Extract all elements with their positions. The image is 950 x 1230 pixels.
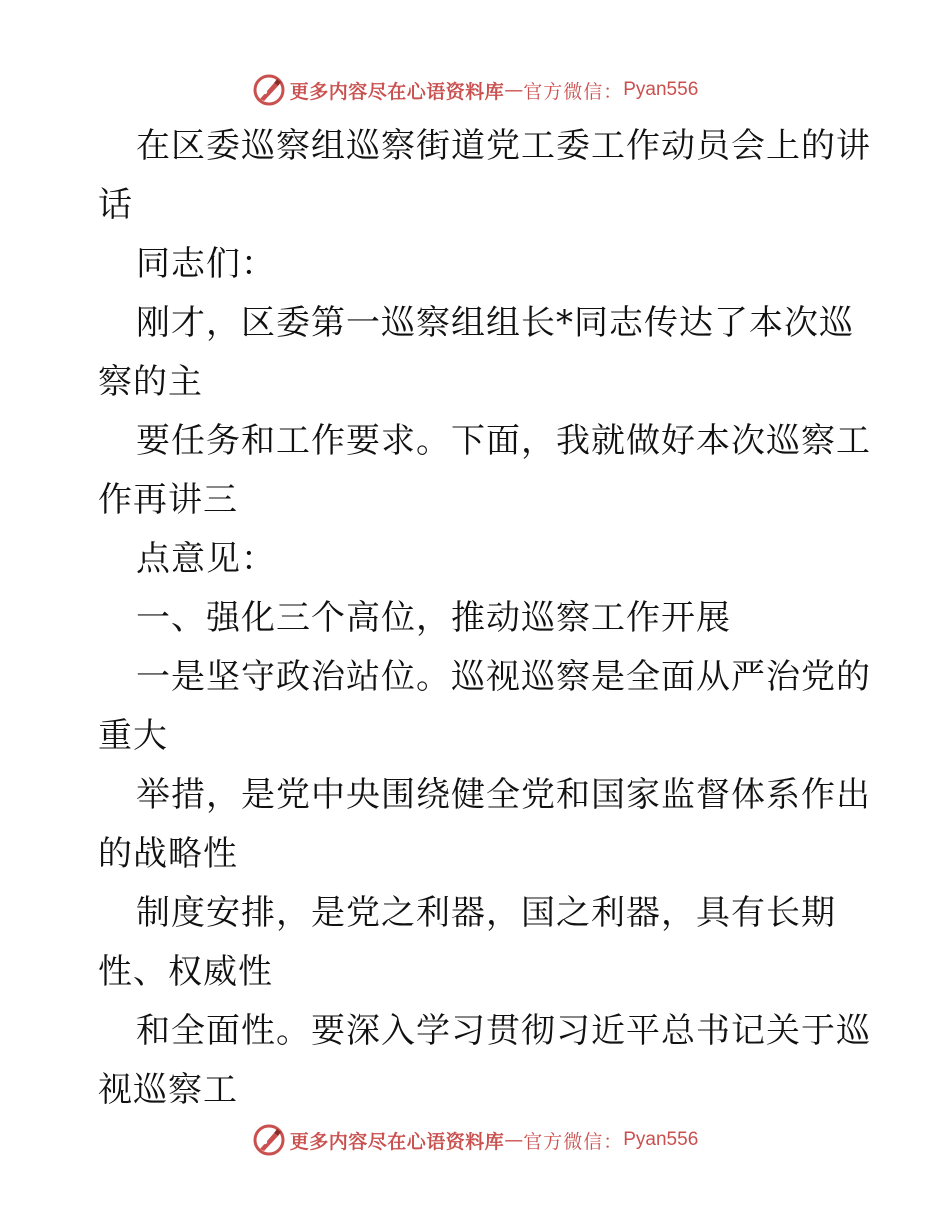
doc-paragraph-line: 察的主 bbox=[98, 362, 203, 402]
watermark-dash: — bbox=[504, 79, 524, 101]
watermark-wechat-id: Pyan556 bbox=[623, 1129, 699, 1150]
doc-paragraph-line: 要任务和工作要求。下面，我就做好本次巡察工 bbox=[136, 421, 871, 461]
doc-paragraph-line: 一是坚守政治站位。巡视巡察是全面从严治党的 bbox=[136, 657, 871, 697]
doc-paragraph-line: 重大 bbox=[98, 716, 168, 756]
watermark-text-main: 更多内容尽在心语资料库 bbox=[289, 1130, 505, 1153]
doc-paragraph-line: 和全面性。要深入学习贯彻习近平总书记关于巡 bbox=[136, 1011, 871, 1051]
red-pen-logo-icon bbox=[252, 73, 286, 107]
doc-paragraph-line: 点意见： bbox=[136, 539, 276, 579]
watermark-text-main: 更多内容尽在心语资料库 bbox=[289, 80, 505, 103]
doc-paragraph-line: 制度安排，是党之利器，国之利器，具有长期 bbox=[136, 893, 836, 933]
watermark-dash: — bbox=[504, 1129, 524, 1151]
red-pen-logo-icon bbox=[252, 1123, 286, 1157]
doc-paragraph-line: 视巡察工 bbox=[98, 1070, 238, 1110]
doc-title-line: 在区委巡察组巡察街道党工委工作动员会上的讲 bbox=[136, 126, 871, 166]
watermark-text-sub: 官方微信： bbox=[523, 1130, 624, 1153]
footer-watermark bbox=[0, 1120, 950, 1160]
header-watermark bbox=[0, 70, 950, 110]
doc-paragraph-line: 性、权威性 bbox=[98, 952, 273, 992]
watermark-text-sub: 官方微信： bbox=[523, 80, 624, 103]
watermark-wechat-id: Pyan556 bbox=[623, 79, 699, 100]
doc-section-heading: 一、强化三个高位，推动巡察工作开展 bbox=[136, 598, 731, 638]
doc-paragraph-line: 刚才，区委第一巡察组组长*同志传达了本次巡 bbox=[136, 303, 854, 343]
doc-salutation: 同志们： bbox=[136, 244, 276, 284]
document-body bbox=[98, 117, 871, 1120]
doc-paragraph-line: 举措，是党中央围绕健全党和国家监督体系作出 bbox=[136, 775, 871, 815]
doc-paragraph-line: 的战略性 bbox=[98, 834, 238, 874]
doc-paragraph-line: 作再讲三 bbox=[98, 480, 238, 520]
doc-title-line-cont: 话 bbox=[98, 185, 133, 225]
